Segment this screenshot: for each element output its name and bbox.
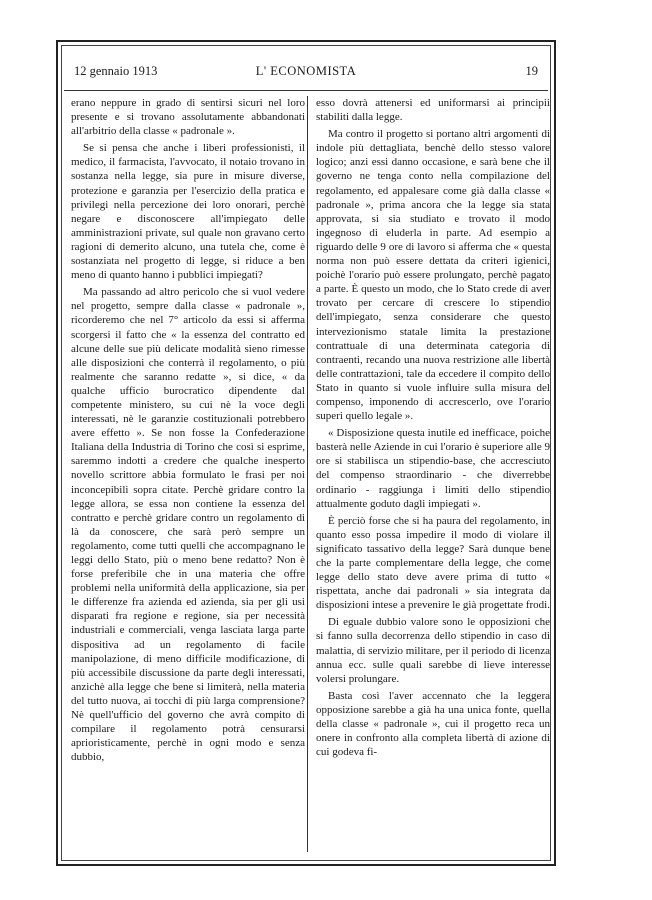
left-paragraph-1: erano neppure in grado di sentirsi sicuri nel loro presente e si trovano assolutamente abbandonati all'arbitrio della classe « padronale ».	[71, 97, 305, 138]
left-paragraph-3: Ma passando ad altro pericolo che si vuol vedere nel progetto, sempre dalla classe « padronale », ricorderemo che nel 7° articolo da essi si afferma scorgersi il fatto che « la essenza del contratto ed alcune delle sue più delicate modalità sieno rimesse alle disposizioni che conterrà il regolamento, o più realmente che saranno redatte », si dice, « da qualche ufficio burocratico dipendente dal competente ministero, su cui nè la voce degli interessati, nè le garanzie costituzionali potrebbero avere effetto ». Se non fosse la Confederazione Italiana della Industria di Torino che così si esprime, saremmo indotti a credere che qualche inesperto novello scrittore abbia formulato le frasi per noi inconcepibili sopra citate. Perchè gridare contro la legge allora, se essa non contiene la essenza del contratto e perchè gridare contro un regolamento di là da conoscere, che sarà però sempre un regolamento, come tutti quelli che accompagnano le leggi dello Stato, più o meno bene redatto? Non è forse preferibile che in una materia che offre problemi nella uniformità della applicazione, sia per le differenze fra azienda ed azienda, sia per gli usi disparati fra regione e regione, sia per necessità industriali e commerciali, venga lasciata larga parte dispositiva ad un regolamento di facile manipolazione, di meno difficile modificazione, di più accessibile discussione da parte degli interessati, anzichè alla legge che bene si limiterà, nella materia del tutto nuova, ai tocchi di più larga comprensione? Nè quell'ufficio del governo che avrà compito di compilare il regolamento potrà censurarsi aprioristicamente, perchè in ogni modo e senza dubbio,	[71, 286, 305, 764]
right-paragraph-4: È perciò forse che si ha paura del regolamento, in quanto esso possa impedire il modo di violare il significato tassativo della legge? Sarà dunque bene che la parte complementare della legge, che come legge dello stato deve avere prima di tutto « rispettata, anche dai padronali » sia integrata da disposizioni intese a prevenire le già progettate frodi.	[316, 514, 550, 612]
journal-title: L' ECONOMISTA	[255, 64, 357, 78]
right-paragraph-6: Basta così l'aver accennato che la leggera opposizione sarebbe a già ha una unica fonte, quella della classe « padronale », cui il progetto reca un onere in confronto alla completa libertà di azione di cui godeva fi-	[316, 689, 550, 759]
column-divider	[307, 96, 308, 852]
header-rule	[64, 90, 548, 91]
left-column	[71, 96, 305, 764]
page-number: 19	[525, 64, 538, 78]
right-paragraph-1: esso dovrà attenersi ed uniformarsi ai principii stabiliti dalla legge.	[316, 97, 550, 124]
right-paragraph-3: « Disposizione questa inutile ed inefficace, poiche basterà nelle Aziende in cui l'orario è superiore alle 9 ore si stabilisca un stipendio-base, che accresciuto del compenso straordinario - che diverrebbe ordinario - raggiunga i limiti dello stipendio attualmente goduto dagli impiegati ».	[316, 427, 550, 510]
right-paragraph-2: Ma contro il progetto si portano altri argomenti di indole più dettagliata, benchè dello stesso valore logico; anzi essi danno occasione, e sarà bene che il governo ne tenga conto nella compilazione del regolamento, ed appalesare come già dalla classe « padronale », prima ancora che la legge sia stata approvata, si sia studiato e trovato il modo ingegnoso di eluderla in parte. Ad esempio a riguardo delle 9 ore di lavoro si afferma che « questa norma non può essere dettata da criteri igienici, poichè l'orario può essere prolungato, perchè pagato a parte. È questo un modo, che lo Stato crede di aver trovato per cercare di crescere lo stipendio dell'impiegato, senza considerare che questo intervezionismo statale limita la prestazione contrattuale di una determinata categoria di contraenti, recando una nuova restrizione alle libertà delle contrattazioni, tale da eccedere il compito dello Stato in quanto si vuole influire sulla misura del compenso, imponendo di accrescerlo, ove l'orario superi quello legale ».	[316, 128, 550, 423]
right-column	[316, 96, 550, 759]
header-date: 12 gennaio 1913	[74, 64, 158, 78]
left-paragraph-2: Se si pensa che anche i liberi professionisti, il medico, il farmacista, l'avvocato, il notaio trovano in sostanza nella legge, sia pure in misure diverse, protezione e garanzia per l'esercizio della pratica e privilegi nella percezione dei loro onorari, perchè negare e disconoscere all'impiegato delle amministrazioni private, sul quale non gravano certo ragioni di demerito alcuno, una tutela che, come è sostanziata nel progetto di legge, si riduce a ben meno di quanto hanno i pubblici impiegati?	[71, 142, 305, 282]
right-paragraph-5: Di eguale dubbio valore sono le opposizioni che si fanno sulla decorrenza dello stipendio in caso di malattia, di servizio militare, per il periodo di licenza annua ecc. sulle quali sarebbe di lieve interesse volersi prolungare.	[316, 616, 550, 685]
running-header	[64, 62, 548, 82]
